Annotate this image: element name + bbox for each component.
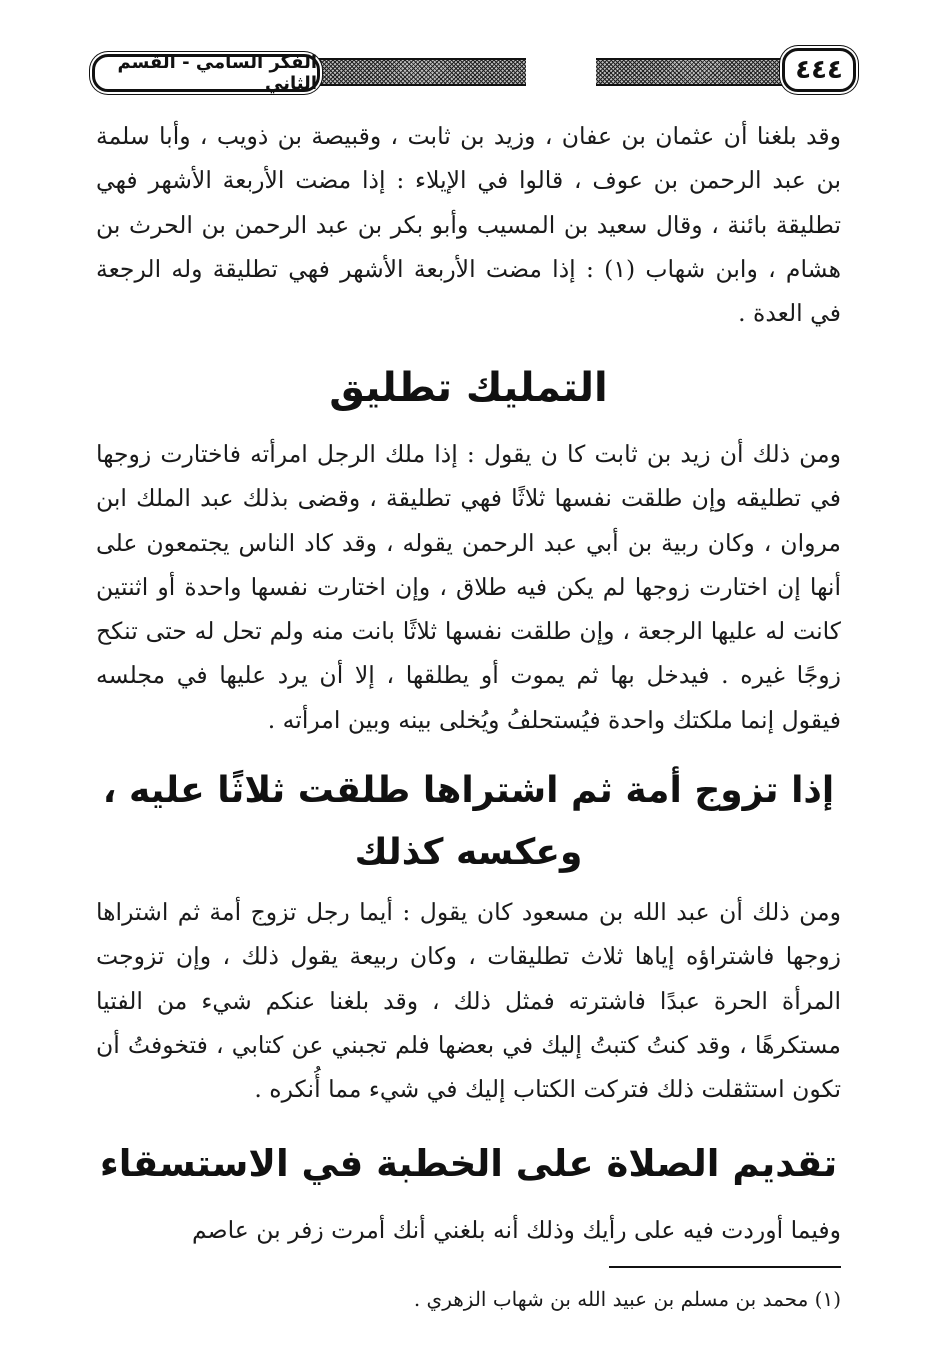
paragraph-3: ومن ذلك أن عبد الله بن مسعود كان يقول : أيما رجل تزوج أمة ثم اشتراها زوجها فاشتراؤه إياها ثلاث تطليقات ، وكان ربيعة يقول ذلك ، وإن تزوجت المرأة الحرة عبدًا فاشترته فمثل ذلك ، وقد بلغنا عنكم شيء من الفتيا مستكرهًا ، وقد كنتُ كتبتُ إليك في بعضها فلم تجبني عن كتابي ، فتخوفتُ أن تكون استثقلت ذلك فتركت الكتاب إليك في شيء مما أُنكره . — [96, 898, 841, 1104]
paragraph-2: ومن ذلك أن زيد بن ثابت كا ن يقول : إذا ملك الرجل امرأته فاختارت زوجها في تطليقه وإن طلقت نفسها ثلاثًا فهي تطليقة ، وقضى بذلك عبد الملك ابن مروان ، وكان ربية بن أبي عبد الرحمن يقوله ، وقد كاد الناس يجتمعون على أنها إن اختارت زوجها لم يكن فيه طلاق ، وإن اختارت نفسها واحدة أو اثنتين كانت له عليها الرجعة ، وإن طلقت نفسها ثلاثًا بانت منه ولم تحل له حتى تنكح زوجًا غيره . فيدخل بها ثم يموت أو يطلقها ، إلا أن يرد عليها في مجلسه فيقول إنما ملكتك واحدة فيُستحلفُ ويُخلى بينه وبين امرأته . — [96, 440, 842, 734]
section-heading-tamlik: التمليك تطليق — [329, 365, 608, 411]
section-heading-amah-line2: وعكسه كذلك — [354, 832, 583, 873]
section-heading-amah — [96, 760, 841, 884]
footnote: (١) محمد بن مسلم بن عبيد الله بن شهاب الزهري . — [413, 1287, 841, 1311]
header-ornament-right — [596, 58, 796, 86]
paragraph-4: وفيما أوردت فيه على رأيك وذلك أنه بلغني أنك أمرت زفر بن عاصم — [191, 1216, 841, 1244]
header-ornament-middle — [318, 58, 526, 86]
page-number: ٤٤٤ — [782, 48, 856, 92]
section-heading-amah-line1: إذا تزوج أمة ثم اشتراها طلقت ثلاثًا عليه ، — [102, 770, 835, 811]
running-title: الفكر السامي - القسم الثاني — [92, 54, 320, 92]
paragraph-1: وقد بلغنا أن عثمان بن عفان ، وزيد بن ثابت ، وقبيصة بن ذويب ، وأبا سلمة بن عبد الرحمن بن عوف ، قالوا في الإيلاء : إذا مضت الأربعة الأشهر فهي تطليقة بائنة ، وقال سعيد بن المسيب وأبو بكر بن عبد الرحمن بن الحرث بن هشام ، وابن شهاب (١) : إذا مضت الأربعة الأشهر فهي تطليقة وله الرجعة في العدة . — [96, 122, 841, 328]
footnote-rule — [609, 1266, 841, 1268]
section-heading-istisqa: تقديم الصلاة على الخطبة في الاستسقاء — [99, 1142, 838, 1185]
running-header — [88, 44, 856, 106]
